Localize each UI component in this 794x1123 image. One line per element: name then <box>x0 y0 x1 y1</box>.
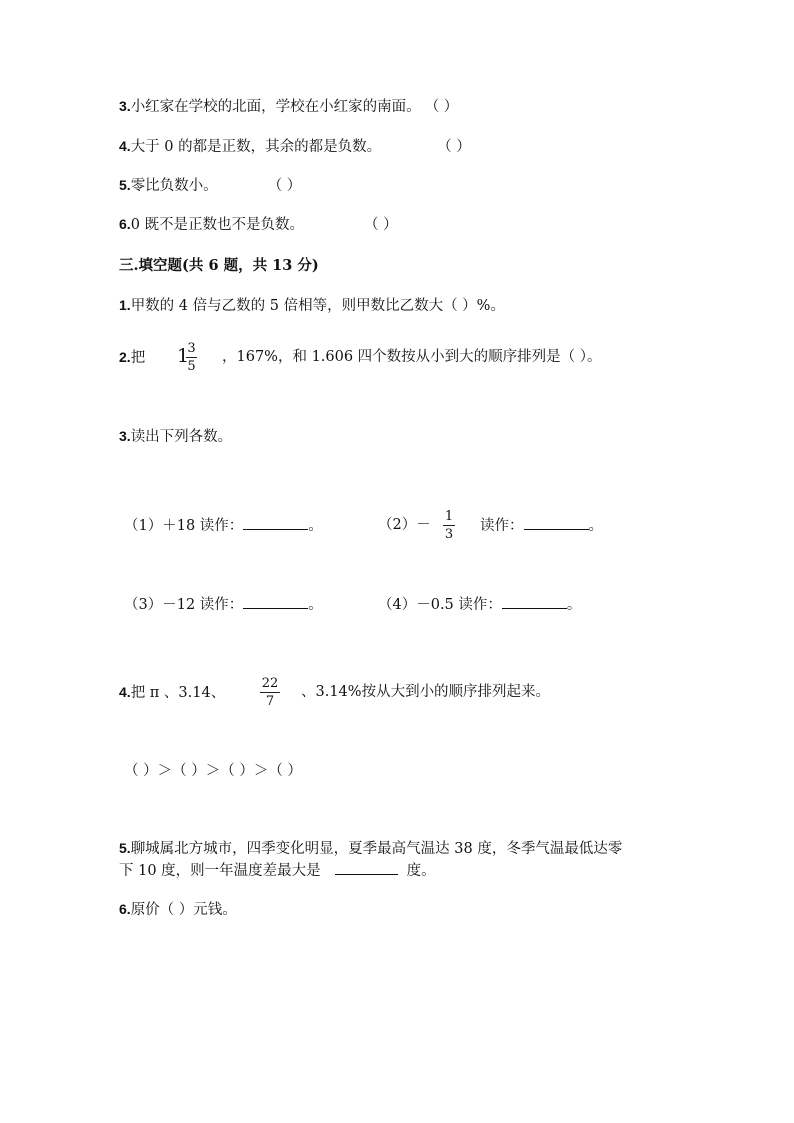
question-number: 6. <box>119 901 131 917</box>
question-text: 原价（ ）元钱。 <box>130 902 237 918</box>
answer-blank[interactable] <box>502 594 567 609</box>
question-number: 3. <box>119 98 131 114</box>
question-text: 读出下列各数。 <box>130 429 233 445</box>
answer-blank[interactable] <box>243 515 308 530</box>
answer-parentheses: （ ） <box>364 217 398 233</box>
question-number: 2. <box>119 349 131 365</box>
read-item-2 <box>378 515 431 535</box>
read-item-label: （2）－ <box>378 517 431 533</box>
question-text: 大于 0 的都是正数，其余的都是负数。 <box>130 139 382 155</box>
question-text-end: 度。 <box>406 863 436 879</box>
question-number: 3. <box>119 428 131 444</box>
read-item-label: （4）－0.5 读作： <box>378 597 502 613</box>
read-item-end: 。 <box>308 518 323 534</box>
fraction-denominator: 7 <box>265 694 275 709</box>
judgment-question-5 <box>119 175 301 196</box>
fraction-one-third <box>443 509 455 542</box>
read-item-2-tail <box>480 515 603 536</box>
read-item-4 <box>378 594 581 615</box>
question-text: 聊城属北方城市，四季变化明显，夏季最高气温达 38 度，冬季气温最低达零 <box>130 841 623 857</box>
fill-question-4-suffix: 、3.14%按从大到小的顺序排列起来。 <box>301 684 551 700</box>
fraction-denominator: 3 <box>444 527 454 542</box>
fill-question-1 <box>119 295 505 316</box>
fraction-numerator: 3 <box>187 341 196 356</box>
answer-blank[interactable] <box>524 515 589 530</box>
read-item-label: （3）－12 读作： <box>124 597 244 613</box>
judgment-question-4 <box>119 136 471 157</box>
fill-question-5-line1 <box>119 838 622 859</box>
read-item-1 <box>124 515 323 536</box>
read-item-label: 读作： <box>480 518 524 534</box>
judgment-question-6 <box>119 214 398 235</box>
read-item-end: 。 <box>588 518 603 534</box>
fraction-bar <box>443 525 455 526</box>
answer-parentheses: （ ） <box>424 99 459 115</box>
fraction-numerator: 1 <box>444 509 454 524</box>
answer-parentheses: （ ） <box>437 139 471 155</box>
answer-blank[interactable] <box>243 594 308 609</box>
question-number: 4. <box>119 138 131 154</box>
fraction-bar <box>186 357 197 358</box>
fraction-numerator: 22 <box>261 676 279 691</box>
read-item-end: 。 <box>308 597 323 613</box>
read-item-label: （1）＋18 读作： <box>124 518 244 534</box>
question-text: 零比负数小。 <box>130 178 218 194</box>
question-number: 5. <box>119 840 131 856</box>
fill-question-3 <box>119 426 232 447</box>
question-text: 0 既不是正数也不是负数。 <box>130 217 305 233</box>
question-number: 4. <box>119 684 131 700</box>
read-item-3 <box>124 594 323 615</box>
question-text: 下 10 度，则一年温度差最大是 <box>119 863 321 879</box>
question-number: 1. <box>119 297 131 313</box>
judgment-question-3 <box>119 96 458 117</box>
fill-question-2 <box>119 347 145 368</box>
fill-question-5-line2 <box>119 860 436 881</box>
fill-question-6 <box>119 899 237 920</box>
question-number: 5. <box>119 177 131 193</box>
fill-question-2-suffix: ，167%，和 1.606 四个数按从小到大的顺序排列是（ ）。 <box>222 349 602 365</box>
mixed-number-whole: 1 <box>177 345 190 367</box>
answer-parentheses: （ ） <box>267 178 302 194</box>
fraction-three-fifths <box>186 341 197 374</box>
answer-blank[interactable] <box>335 860 398 875</box>
question-text: 小红家在学校的北面，学校在小红家的南面。 <box>130 99 421 115</box>
read-item-end: 。 <box>566 597 582 613</box>
question-text: 甲数的 4 倍与乙数的 5 倍相等，则甲数比乙数大（ ）%。 <box>130 298 505 314</box>
question-prefix: 把 π 、3.14、 <box>130 685 226 701</box>
fraction-twenty-two-sevenths <box>260 676 280 709</box>
fraction-denominator: 5 <box>187 359 196 374</box>
question-number: 6. <box>119 216 131 232</box>
fraction-bar <box>260 692 280 693</box>
question-prefix: 把 <box>130 350 146 366</box>
fill-question-4 <box>119 682 225 703</box>
order-answer-line: （ ）＞（ ）＞（ ）＞（ ） <box>124 763 302 779</box>
section-title: 三.填空题(共 6 题，共 13 分) <box>119 257 319 274</box>
